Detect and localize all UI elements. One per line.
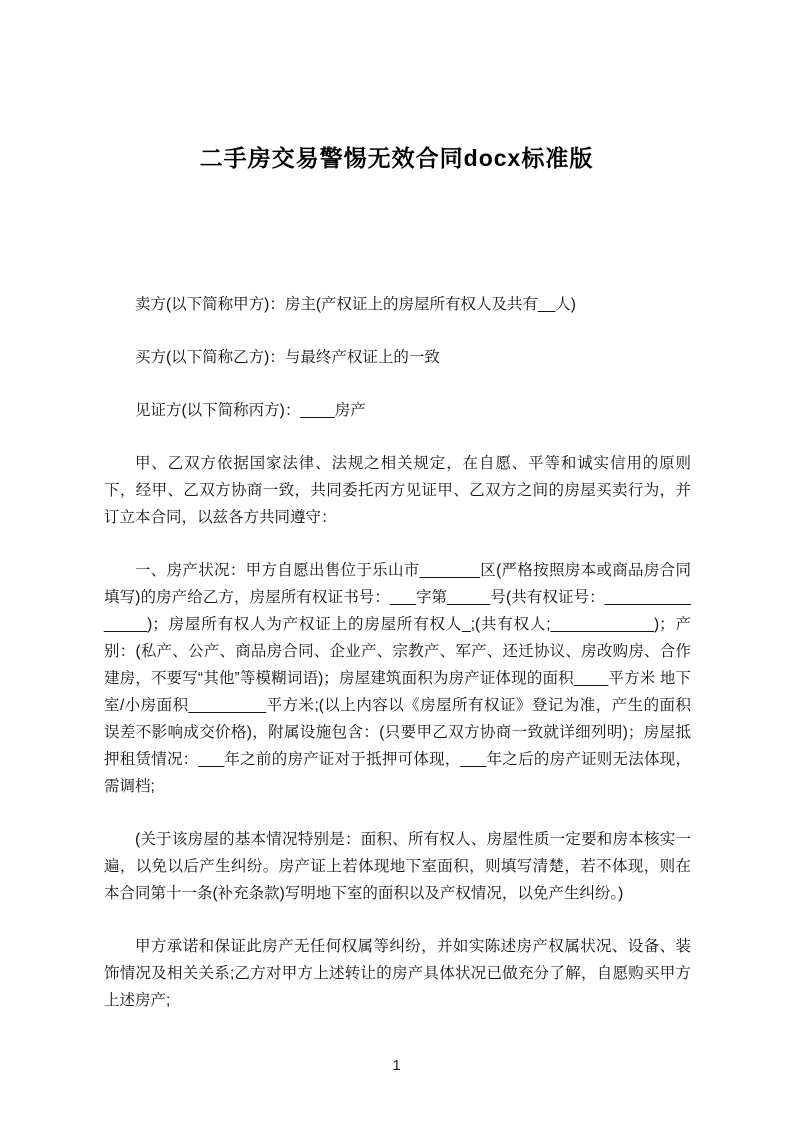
paragraph-buyer: 买方(以下简称乙方)：与最终产权证上的一致 [135,349,440,366]
paragraph-preamble: 甲、乙双方依据国家法律、法规之相关规定，在自愿、平等和诚实信用的原则下，经甲、乙双方协商一致，共同委托丙方见证甲、乙双方之间的房屋买卖行为，并订立本合同，以兹各方共同遵守： [104,455,691,526]
paragraph-clause-1: 一、房产状况：甲方自愿出售位于乐山市_______区(严格按照房本或商品房合同填写)的房产给乙方，房屋所有权证书号：___字第_____号(共有权证号：_______________)；房屋所有权人为产权证上的房屋所有权人_;(共有权人;____________)；产别：(私产、公产、商品房合同、企业产、宗教产、军产、还迁协议、房改购房、合作建房，不要写“其他”等模糊词语)；房屋建筑面积为房产证体现的面积____平方米 地下室/小房面积_________平方米;(以上内容以《房屋所有权证》登记为准，产生的面积误差不影响成交价格)，附属设施包含：(只要甲乙双方协商一致就详细列明)；房屋抵押租赁情况：___年之前的房产证对于抵押可体现，___年之后的房产证则无法体现，需调档; [104,562,691,795]
page-number: 1 [392,1057,401,1074]
paragraph-witness: 见证方(以下简称丙方)：____房产 [135,402,366,419]
document-body [104,291,691,1014]
paragraph-seller: 卖方(以下简称甲方)：房主(产权证上的房屋所有权人及共有__人) [135,296,576,313]
document-title: 二手房交易警惕无效合同docx标准版 [199,145,594,171]
paragraph-commitment: 甲方承诺和保证此房产无任何权属等纠纷，并如实陈述房产权属状况、设备、装饰情况及相关关系;乙方对甲方上述转让的房产具体状况已做充分了解，自愿购买甲方上述房产; [104,938,691,1009]
paragraph-note: (关于该房屋的基本情况特别是：面积、所有权人、房屋性质一定要和房本核实一遍，以免以后产生纠纷。房产证上若体现地下室面积，则填写清楚，若不体现，则在本合同第十一条(补充条款)写明地下室的面积以及产权情况，以免产生纠纷。) [104,831,691,902]
